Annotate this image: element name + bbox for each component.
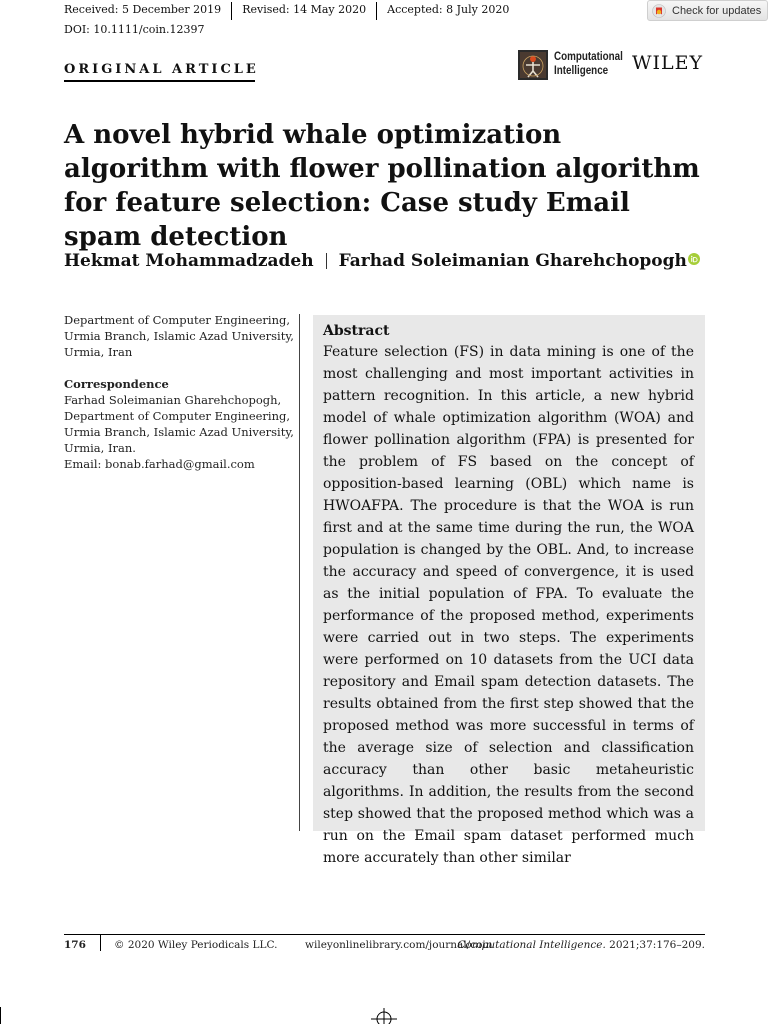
article-type: ORIGINAL ARTICLE (64, 62, 259, 77)
publisher-logo: WILEY (632, 52, 704, 74)
journal-name-logo (554, 49, 623, 77)
correspondence-line: Urmia Branch, Islamic Azad University, (64, 425, 294, 439)
orcid-icon[interactable] (688, 253, 700, 265)
doi[interactable]: DOI: 10.1111/coin.12397 (64, 23, 205, 36)
abstract-heading: Abstract (323, 323, 390, 339)
revised-date: Revised: 14 May 2020 (242, 3, 367, 16)
column-divider (299, 314, 300, 831)
correspondence-line: Farhad Soleimanian Gharehchopogh, (64, 393, 282, 407)
correspondence-heading: Correspondence (64, 377, 169, 391)
page-number: 176 (64, 939, 86, 951)
registration-mark-icon (371, 1008, 397, 1024)
affiliation-line: Department of Computer Engineering, (64, 313, 291, 327)
citation (457, 939, 705, 951)
accepted-date: Accepted: 8 July 2020 (387, 3, 510, 16)
citation-volume: 2021;37:176–209. (605, 939, 705, 951)
journal-title: Computational Intelligence. (457, 939, 606, 951)
crossmark-icon (652, 4, 666, 18)
footer-rule (64, 934, 705, 935)
author-separator (326, 253, 327, 269)
journal-url[interactable]: wileyonlinelibrary.com/journal/coin (305, 939, 493, 951)
journal-logo-icon (518, 50, 548, 80)
journal-name-line1: Computational (554, 49, 623, 63)
author-name[interactable]: Hekmat Mohammadzadeh (64, 251, 314, 271)
affiliation-line: Urmia, Iran (64, 345, 133, 359)
article-dates (64, 3, 519, 20)
check-for-updates-label: Check for updates (672, 4, 762, 17)
affiliation-column (64, 312, 296, 472)
received-date: Received: 5 December 2019 (64, 3, 222, 16)
correspondence-email[interactable]: Email: bonab.farhad@gmail.com (64, 457, 255, 471)
journal-name-line2: Intelligence (554, 63, 609, 77)
article-type-underline (64, 80, 255, 82)
footer-separator (100, 935, 101, 951)
check-for-updates-button[interactable] (647, 0, 768, 21)
author-list (64, 251, 700, 271)
date-separator (231, 2, 232, 20)
correspondence-line: Department of Computer Engineering, (64, 409, 291, 423)
abstract-text: Feature selection (FS) in data mining is one of the most challenging and most important activities in pattern recognition. In this article, a new hybrid model of whale optimization algorithm (WOA) and flower pollination algorithm (FPA) is presented for the problem of FS based on the concept of opposition-based learning (OBL) which name is HWOAFPA. The procedure is that the WOA is run first and at the same time during the run, the WOA population is changed by the OBL. And, to increase the accuracy and speed of convergence, it is used as the initial population of FPA. To evaluate the performance of the proposed method, experiments were carried out in two steps. The experiments were performed on 10 datasets from the UCI data repository and Email spam detection datasets. The results obtained from the first step showed that the proposed method was more successful in terms of the average size of selection and classification accuracy than other basic metaheuristic algorithms. In addition, the results from the second step showed that the proposed method which was a run on the Email spam dataset performed much more accurately than other similar (323, 344, 694, 866)
affiliation-line: Urmia Branch, Islamic Azad University, (64, 329, 294, 343)
correspondence-line: Urmia, Iran. (64, 441, 136, 455)
author-name[interactable]: Farhad Soleimanian Gharehchopogh (338, 251, 687, 271)
crop-mark (0, 1007, 1, 1024)
date-separator (376, 2, 377, 20)
abstract-box (313, 315, 705, 866)
paper-title: A novel hybrid whale optimization algorithm with flower pollination algorithm for feature selection: Case study Email spam detection (64, 120, 700, 252)
copyright: © 2020 Wiley Periodicals LLC. (114, 939, 278, 951)
